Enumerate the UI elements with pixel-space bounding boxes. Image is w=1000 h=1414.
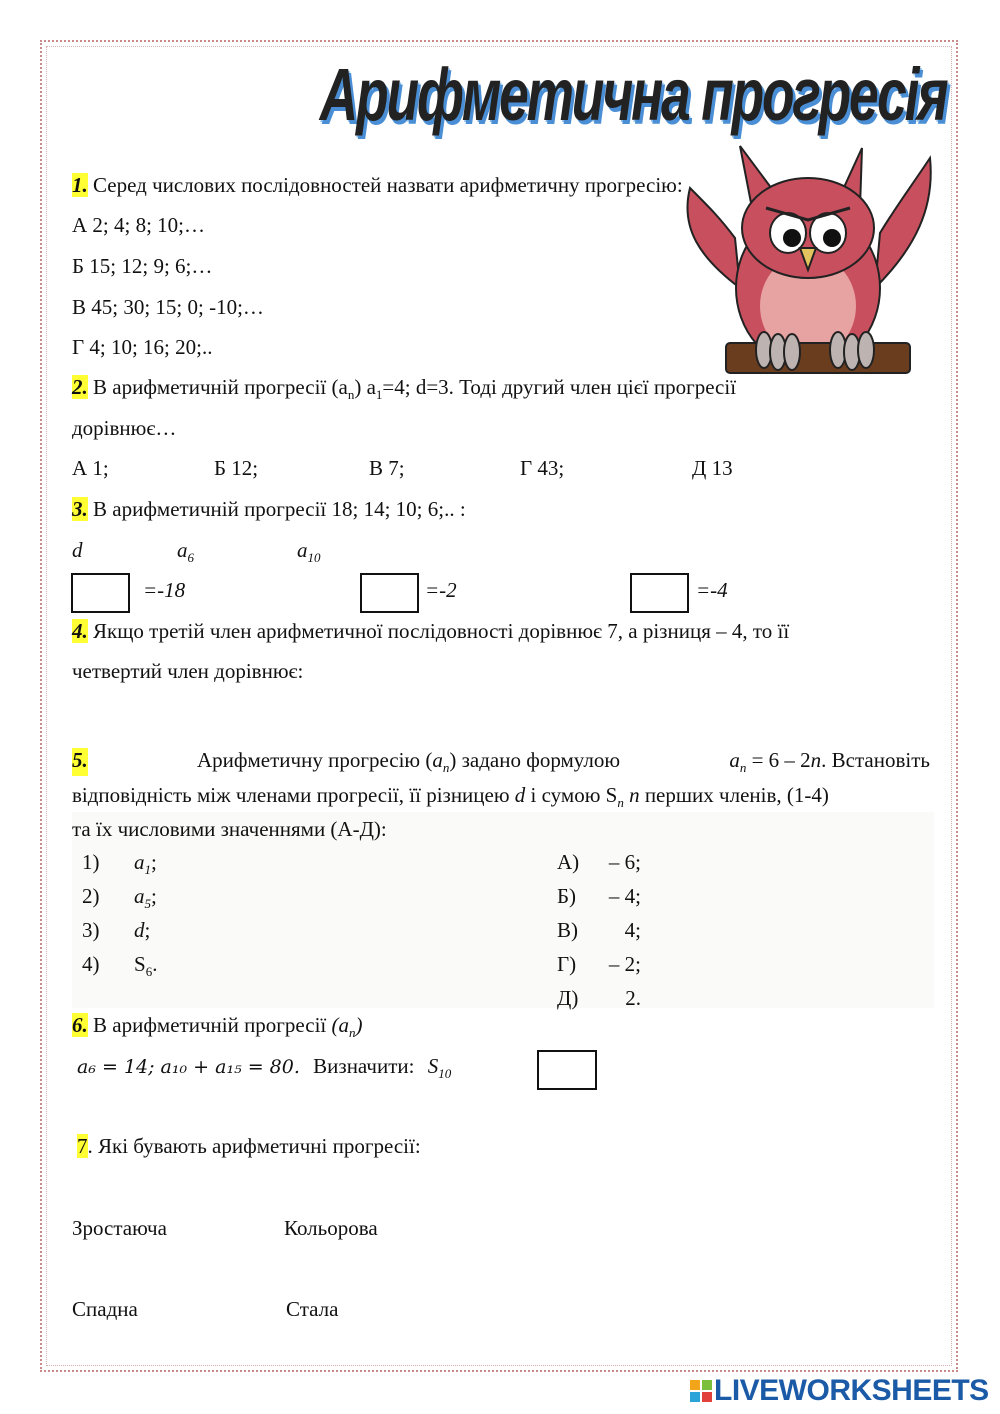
question-5-line3: та їх числовими значеннями (А-Д): (72, 817, 387, 841)
question-number: 2. (72, 375, 88, 399)
q2-answer-b[interactable]: Б 12; (214, 456, 259, 480)
subscript: n (347, 387, 355, 403)
text: і сумою S (525, 783, 618, 807)
item-letter: Г) (557, 952, 577, 976)
liveworksheets-logo[interactable] (690, 1374, 989, 1408)
q5-left-item[interactable] (82, 952, 158, 980)
subscript: n (349, 1025, 356, 1041)
formula: a₆ = 14; a₁₀ + a₁₅ = 80. (77, 1056, 300, 1078)
var: a (729, 748, 740, 772)
item-number: 4) (82, 952, 100, 976)
subscript: 10 (438, 1066, 452, 1082)
item-value: – 6; (608, 850, 641, 874)
q3-drop-box-1[interactable] (71, 573, 130, 613)
subscript: 6 (187, 550, 194, 566)
var: n (629, 783, 640, 807)
var: d (514, 783, 526, 807)
question-6 (72, 1013, 363, 1041)
subscript: n (617, 795, 624, 811)
var: a (134, 884, 145, 908)
item-letter: Б) (557, 884, 577, 908)
item-value: 2. (625, 986, 641, 1010)
text: . Встановіть (821, 748, 930, 772)
subscript: 10 (307, 550, 321, 566)
item-number: 1) (82, 850, 100, 874)
question-number: 6. (72, 1013, 88, 1037)
tail: ; (144, 918, 151, 942)
owl-illustration (680, 138, 940, 388)
text: ) задано формулою (449, 748, 621, 772)
text: = 6 – 2 (746, 748, 811, 772)
q1-option-a: А 2; 4; 8; 10;… (72, 213, 206, 237)
item-value (134, 850, 157, 878)
subscript: n (442, 760, 450, 776)
label-text: a (177, 538, 188, 562)
subscript: 6 (145, 964, 153, 980)
question-text: Визначити: (313, 1054, 415, 1078)
item-value: – 4; (608, 884, 641, 908)
liveworksheets-icon (690, 1380, 712, 1402)
item-value: 4; (624, 918, 641, 942)
q5-right-item[interactable] (557, 952, 641, 977)
subscript: n (739, 760, 747, 776)
var: a (432, 748, 443, 772)
q5-right-item[interactable] (557, 986, 641, 1011)
q7-option-constant[interactable]: Стала (286, 1297, 339, 1321)
question-text: Серед числових послідовностей назвати арифметичну прогресію: (93, 173, 683, 197)
label-text: d (72, 538, 83, 562)
question-6-line2 (77, 1054, 451, 1082)
question-number: 7 (77, 1134, 88, 1158)
subscript: 5 (144, 896, 151, 912)
q7-option-increasing[interactable]: Зростаюча (72, 1216, 167, 1240)
question-2 (72, 375, 736, 403)
q2-answer-c[interactable]: В 7; (369, 456, 405, 480)
var: a (134, 850, 145, 874)
item-value (134, 918, 150, 943)
tail: . (152, 952, 158, 976)
text: перших членів, (1-4) (639, 783, 829, 807)
q5-right-item[interactable] (557, 884, 641, 909)
q3-drop-box-3[interactable] (630, 573, 689, 613)
question-number: 3. (72, 497, 88, 521)
item-value (134, 952, 157, 980)
var: d (134, 918, 145, 942)
question-2-line2: дорівнює… (72, 416, 177, 440)
question-4-line2: четвертий член дорівнює: (72, 659, 304, 683)
item-number: 2) (82, 884, 100, 908)
q5-left-item[interactable] (82, 850, 157, 878)
q5-right-item[interactable] (557, 918, 641, 943)
q2-answer-e[interactable]: Д 13 (692, 456, 733, 480)
var: ) (355, 1013, 363, 1037)
label-text: a (297, 538, 308, 562)
var: (a (331, 1013, 350, 1037)
q1-option-b: Б 15; 12; 9; 6;… (72, 254, 213, 278)
logo-text: LIVEWORKSHEETS (714, 1374, 989, 1407)
q5-left-item[interactable] (82, 918, 151, 943)
question-number: 5. (72, 748, 88, 776)
q5-left-item[interactable] (82, 884, 157, 912)
var: n (810, 748, 822, 772)
text: відповідність між членами прогресії, її різницею (72, 783, 515, 807)
q1-option-d: Г 4; 10; 16; 20;.. (72, 335, 213, 359)
tail: ; (151, 850, 157, 874)
q5-right-item[interactable] (557, 850, 641, 875)
q6-answer-box[interactable] (537, 1050, 597, 1090)
question-text: Якщо третій член арифметичної послідовності дорівнює 7, а різниця – 4, то її (93, 619, 790, 643)
q2-answer-d[interactable]: Г 43; (520, 456, 565, 480)
q1-option-c: В 45; 30; 15; 0; -10;… (72, 295, 264, 319)
question-number: 1. (72, 173, 88, 197)
question-5 (72, 748, 930, 776)
question-4 (72, 619, 789, 644)
q7-option-decreasing[interactable]: Спадна (72, 1297, 138, 1321)
question-text: =4; d=3. Тоді другий член цієї прогресії (382, 375, 737, 399)
item-number: 3) (82, 918, 100, 942)
var: S (427, 1054, 439, 1078)
q2-answer-a[interactable]: А 1; (72, 456, 109, 480)
q3-drop-box-2[interactable] (360, 573, 419, 613)
question-number: 4. (72, 619, 88, 643)
q3-value-1: =-18 (143, 578, 186, 602)
item-letter: А) (557, 850, 580, 874)
question-text: В арифметичній прогресії (a (93, 375, 348, 399)
tail: ; (151, 884, 157, 908)
question-text: . Які бувають арифметичні прогресії: (87, 1134, 421, 1158)
q3-value-3: =-4 (696, 578, 728, 602)
question-text (197, 748, 620, 776)
item-value (134, 884, 157, 912)
subscript: 1 (144, 862, 151, 878)
item-letter: В) (557, 918, 578, 942)
text: Арифметичну прогресію ( (197, 748, 433, 772)
q3-label-d[interactable] (72, 538, 83, 563)
q3-label-a10[interactable] (297, 538, 321, 566)
question-5-line2 (72, 783, 829, 811)
page-title: Арифметична прогресія (319, 53, 947, 136)
formula (729, 748, 930, 776)
q3-label-a6[interactable] (177, 538, 194, 566)
subscript: 1 (375, 387, 383, 403)
item-value: – 2; (608, 952, 641, 976)
question-text: ) a (354, 375, 376, 399)
q3-value-2: =-2 (425, 578, 457, 602)
var: S (134, 952, 146, 976)
question-text: В арифметичній прогресії (93, 1013, 332, 1037)
q7-option-colored[interactable]: Кольорова (284, 1216, 378, 1240)
question-1 (72, 173, 683, 198)
question-7 (77, 1134, 421, 1159)
question-text: В арифметичній прогресії 18; 14; 10; 6;.. : (93, 497, 466, 521)
item-letter: Д) (557, 986, 579, 1010)
question-3 (72, 497, 466, 522)
